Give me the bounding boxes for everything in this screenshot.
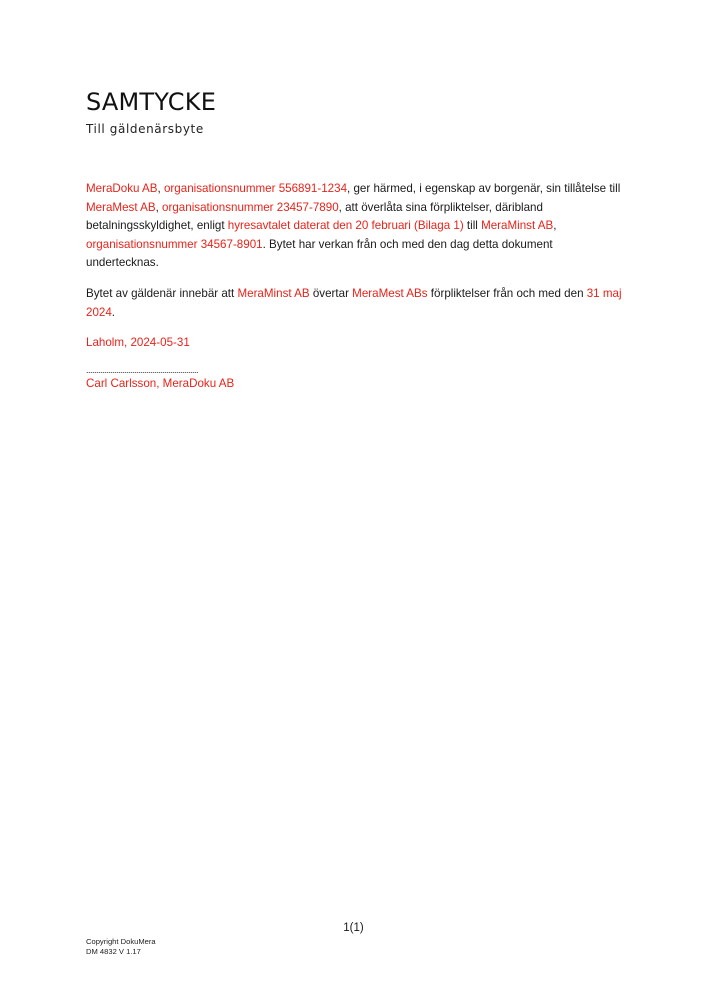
debtor-name: MeraMest AB [86, 200, 156, 214]
creditor-name: MeraDoku AB [86, 182, 158, 195]
paragraph-text: . [111, 305, 116, 319]
separator: , [155, 200, 163, 214]
document-body [86, 180, 626, 393]
document-subtitle: Till gäldenärsbyte [86, 122, 204, 136]
document-title: SAMTYCKE [86, 88, 217, 116]
separator: , [157, 182, 164, 195]
effect-paragraph [86, 285, 626, 322]
paragraph-text: Bytet av gäldenär innebär att [86, 286, 238, 300]
page-number: 1(1) [343, 922, 364, 934]
creditor-orgnr: organisationsnummer 556891-1234 [163, 182, 348, 195]
paragraph-text: till [463, 219, 482, 233]
paragraph-text: , att överlåta sina förpliktelser, däribland betalningsskyldighet, enligt [86, 200, 543, 233]
debtor-possessive: MeraMest ABs [352, 286, 428, 300]
agreement-reference: hyresavtalet daterat den 20 februari (Bilaga 1) [227, 219, 464, 233]
paragraph-text: förpliktelser från och med den [427, 286, 587, 300]
place-date: Laholm, 2024-05-31 [86, 336, 190, 350]
separator: , [553, 219, 557, 233]
signer-name: Carl Carlsson, MeraDoku AB [86, 376, 235, 390]
paragraph-text: övertar [309, 286, 353, 300]
consent-paragraph [86, 180, 626, 273]
paragraph-text: , ger härmed, i egenskap av borgenär, sin tillåtelse till [347, 182, 621, 195]
version-text: DM 4832 V 1.17 [86, 947, 141, 956]
document-footer [86, 937, 156, 957]
signature-block [86, 365, 626, 394]
effective-date: 31 maj 2024 [86, 286, 622, 319]
copyright-text: Copyright DokuMera [86, 937, 156, 946]
debtor-orgnr: organisationsnummer 23457-7890 [162, 200, 339, 214]
new-debtor-name: MeraMinst AB [237, 286, 310, 300]
paragraph-text: . Bytet har verkan från och med den dag detta dokument undertecknas. [86, 237, 553, 270]
signature-line: ........................................................ [86, 364, 199, 375]
new-debtor-name: MeraMinst AB [481, 219, 554, 233]
new-debtor-orgnr: organisationsnummer 34567-8901 [86, 237, 263, 251]
